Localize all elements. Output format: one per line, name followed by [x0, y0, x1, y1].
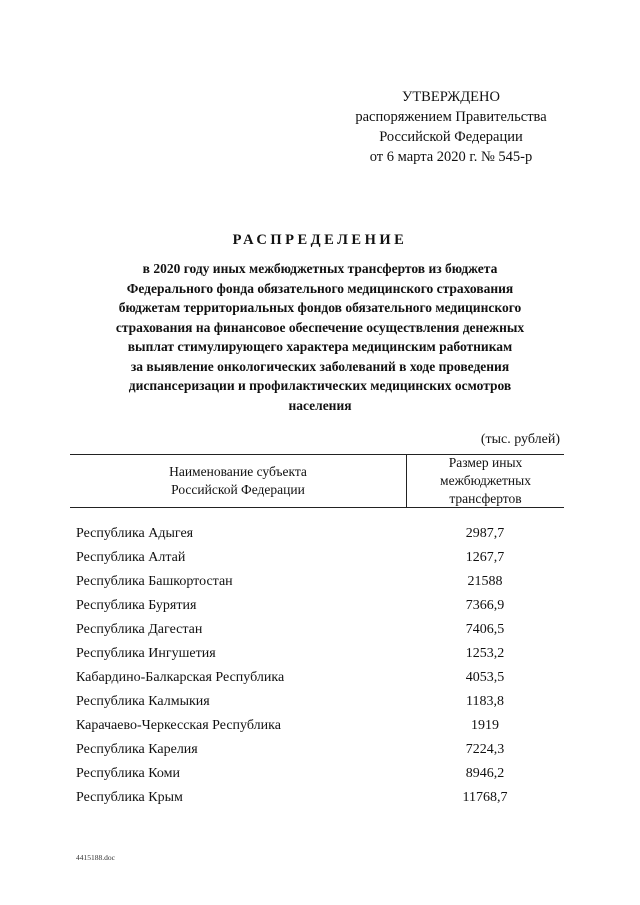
- subtitle-line: страхования на финансовое обеспечение осуществления денежных: [115, 319, 525, 335]
- table-header: [70, 454, 564, 508]
- subtitle-line: диспансеризации и профилактических медицинских осмотров: [128, 378, 512, 393]
- subtitle-line: Федерального фонда обязательного медицинского страхования: [126, 280, 514, 296]
- header-cell-amount: [407, 455, 564, 507]
- header-amount-label: Размер иных межбюджетных трансфертов: [440, 455, 531, 506]
- table-row: [70, 690, 564, 714]
- region-name: Республика Адыгея: [76, 526, 194, 541]
- table-row: [70, 786, 564, 810]
- table-row: [70, 762, 564, 786]
- unit-label: (тыс. рублей): [480, 432, 560, 447]
- table-row: [70, 738, 564, 762]
- document-title: РАСПРЕДЕЛЕНИЕ: [232, 232, 408, 248]
- subtitle-line: в 2020 году иных межбюджетных трансфертов из бюджета: [142, 261, 498, 276]
- table-row: [70, 570, 564, 594]
- region-name: Кабардино-Балкарская Республика: [76, 670, 285, 685]
- transfer-amount: 2987,7: [465, 526, 505, 541]
- table-row: [70, 522, 564, 546]
- transfer-amount: 8946,2: [465, 766, 505, 781]
- transfer-amount: 1919: [471, 718, 499, 733]
- subtitle-line: за выявление онкологических заболеваний в ходе проведения: [130, 358, 510, 374]
- approval-decree: распоряжением Правительства: [355, 109, 547, 125]
- region-name: Республика Бурятия: [76, 598, 197, 613]
- region-name: Республика Алтай: [76, 550, 186, 565]
- table-row: [70, 714, 564, 738]
- transfer-amount: 1267,7: [465, 550, 505, 565]
- table-row: [70, 594, 564, 618]
- subtitle-line: выплат стимулирующего характера медицинским работникам: [127, 339, 513, 354]
- header-cell-subject: [70, 455, 407, 507]
- approval-date-number: от 6 марта 2020 г. № 545-р: [369, 149, 533, 165]
- transfer-amount: 7366,9: [465, 598, 505, 613]
- transfer-amount: 7224,3: [465, 742, 505, 757]
- region-name: Республика Крым: [76, 790, 183, 805]
- approval-block: [340, 87, 562, 167]
- region-name: Республика Ингушетия: [76, 646, 216, 661]
- transfer-amount: 7406,5: [465, 622, 505, 637]
- region-name: Республика Дагестан: [76, 622, 203, 637]
- approval-authority: Российской Федерации: [379, 129, 523, 145]
- table-row: [70, 618, 564, 642]
- subtitle-line: бюджетам территориальных фондов обязательного медицинского: [118, 300, 522, 315]
- region-name: Карачаево-Черкесская Республика: [76, 718, 281, 733]
- transfer-amount: 11768,7: [462, 790, 508, 805]
- document-subtitle: [80, 259, 560, 415]
- transfer-amount: 21588: [467, 574, 503, 589]
- subtitle-line: населения: [288, 397, 352, 413]
- transfer-amount: 4053,5: [465, 670, 505, 685]
- file-footer: 4415188.doc: [76, 853, 115, 862]
- header-subject-label: Наименование субъекта Российской Федерации: [169, 464, 307, 497]
- region-name: Республика Башкортостан: [76, 574, 233, 589]
- table-row: [70, 642, 564, 666]
- region-name: Республика Карелия: [76, 742, 198, 757]
- distribution-table: [70, 454, 564, 810]
- table-body: [70, 522, 564, 810]
- table-row: [70, 546, 564, 570]
- region-name: Республика Коми: [76, 766, 180, 781]
- table-row: [70, 666, 564, 690]
- approval-heading: УТВЕРЖДЕНО: [402, 89, 500, 105]
- transfer-amount: 1183,8: [466, 694, 504, 709]
- region-name: Республика Калмыкия: [76, 694, 210, 709]
- transfer-amount: 1253,2: [465, 646, 505, 661]
